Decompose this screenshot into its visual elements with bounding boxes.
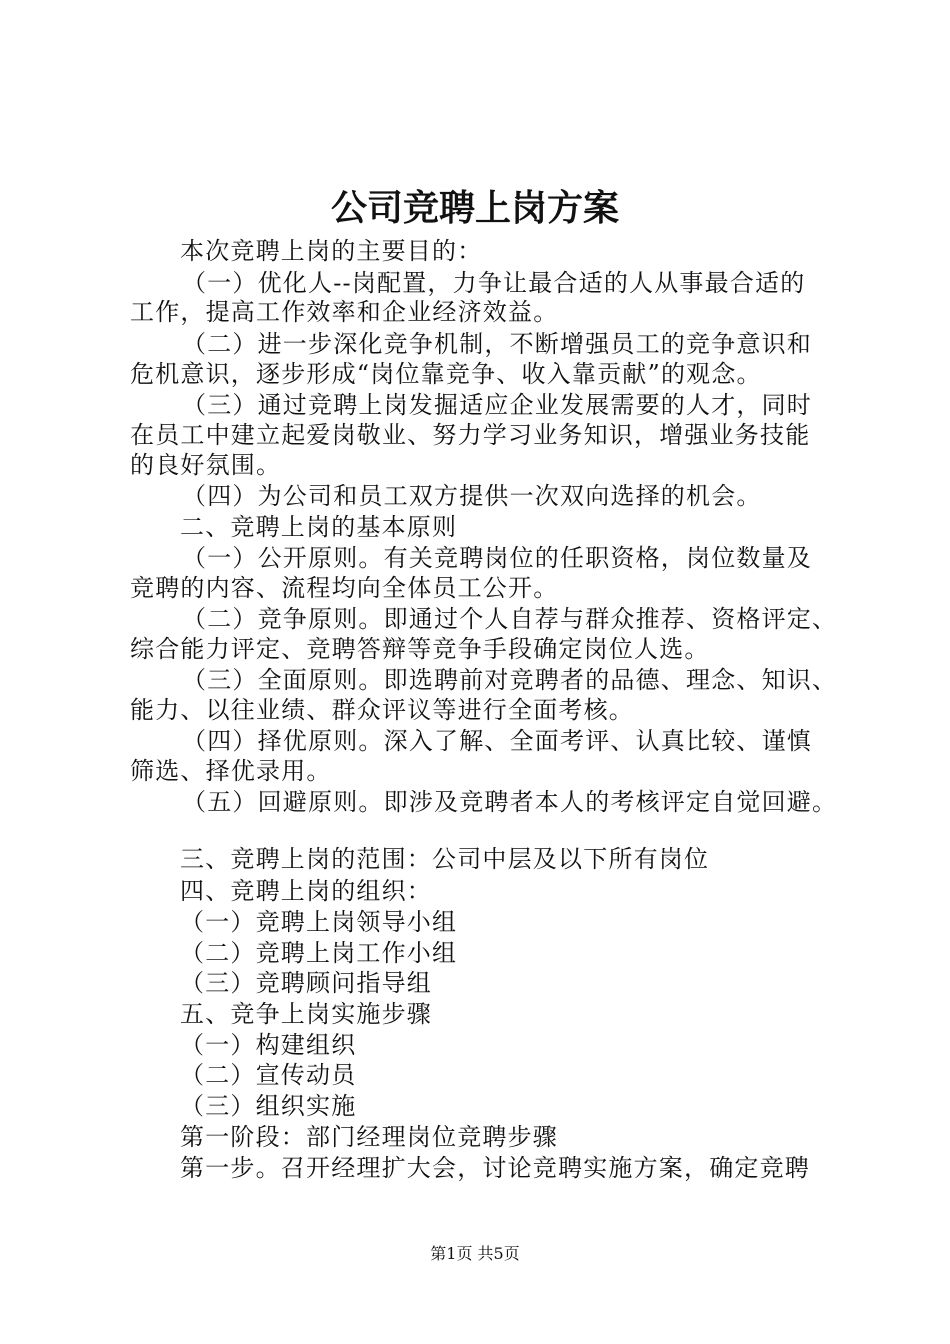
- section-2-heading: 二、竞聘上岗的基本原则: [180, 513, 458, 541]
- principle-2-line-2: 综合能力评定、竞聘答辩等竞争手段确定岗位人选。: [130, 635, 710, 663]
- organization-item-2: （二）竞聘上岗工作小组: [180, 939, 458, 967]
- phase-1-step-1: 第一步。召开经理扩大会，讨论竞聘实施方案，确定竞聘: [180, 1154, 810, 1182]
- section-4-heading: 四、竞聘上岗的组织：: [180, 877, 432, 905]
- page-number: 第1页 共5页: [430, 1244, 520, 1263]
- section-3-heading: 三、竞聘上岗的范围：公司中层及以下所有岗位: [180, 845, 710, 873]
- principle-2-line-1: （二）竞争原则。即通过个人自荐与群众推荐、资格评定、: [182, 605, 838, 633]
- principle-5: （五）回避原则。即涉及竞聘者本人的考核评定自觉回避。: [182, 788, 838, 816]
- purpose-item-4: （四）为公司和员工双方提供一次双向选择的机会。: [182, 482, 762, 510]
- principle-3-line-2: 能力、以往业绩、群众评议等进行全面考核。: [130, 696, 634, 724]
- purpose-item-3-line-1: （三）通过竞聘上岗发掘适应企业发展需要的人才，同时: [182, 391, 812, 419]
- organization-item-1: （一）竞聘上岗领导小组: [180, 908, 458, 936]
- purpose-item-1-line-2: 工作，提高工作效率和企业经济效益。: [130, 298, 559, 326]
- principle-1-line-1: （一）公开原则。有关竞聘岗位的任职资格，岗位数量及: [182, 544, 812, 572]
- organization-item-3: （三）竞聘顾问指导组: [180, 969, 432, 997]
- purpose-heading: 本次竞聘上岗的主要目的：: [180, 237, 483, 265]
- principle-3-line-1: （三）全面原则。即选聘前对竞聘者的品德、理念、知识、: [182, 666, 838, 694]
- section-5-heading: 五、竞争上岗实施步骤: [180, 1000, 432, 1028]
- purpose-item-3-line-2: 在员工中建立起爱岗敬业、努力学习业务知识，增强业务技能: [130, 421, 811, 449]
- principle-4-line-2: 筛选、择优录用。: [130, 757, 332, 785]
- phase-1-heading: 第一阶段：部门经理岗位竞聘步骤: [180, 1123, 558, 1151]
- step-item-1: （一）构建组织: [180, 1031, 357, 1059]
- purpose-item-2-line-2: 危机意识，逐步形成“岗位靠竞争、收入靠贡献”的观念。: [130, 360, 762, 388]
- principle-4-line-1: （四）择优原则。深入了解、全面考评、认真比较、谨慎: [182, 727, 812, 755]
- principle-1-line-2: 竞聘的内容、流程均向全体员工公开。: [130, 574, 559, 602]
- purpose-item-1-line-1: （一）优化人--岗配置，力争让最合适的人从事最合适的: [182, 269, 806, 297]
- step-item-2: （二）宣传动员: [180, 1061, 357, 1089]
- purpose-item-3-line-3: 的良好氛围。: [130, 451, 282, 479]
- purpose-item-2-line-1: （二）进一步深化竞争机制，不断增强员工的竞争意识和: [182, 330, 812, 358]
- step-item-3: （三）组织实施: [180, 1092, 357, 1120]
- document-title: 公司竞聘上岗方案: [330, 187, 619, 229]
